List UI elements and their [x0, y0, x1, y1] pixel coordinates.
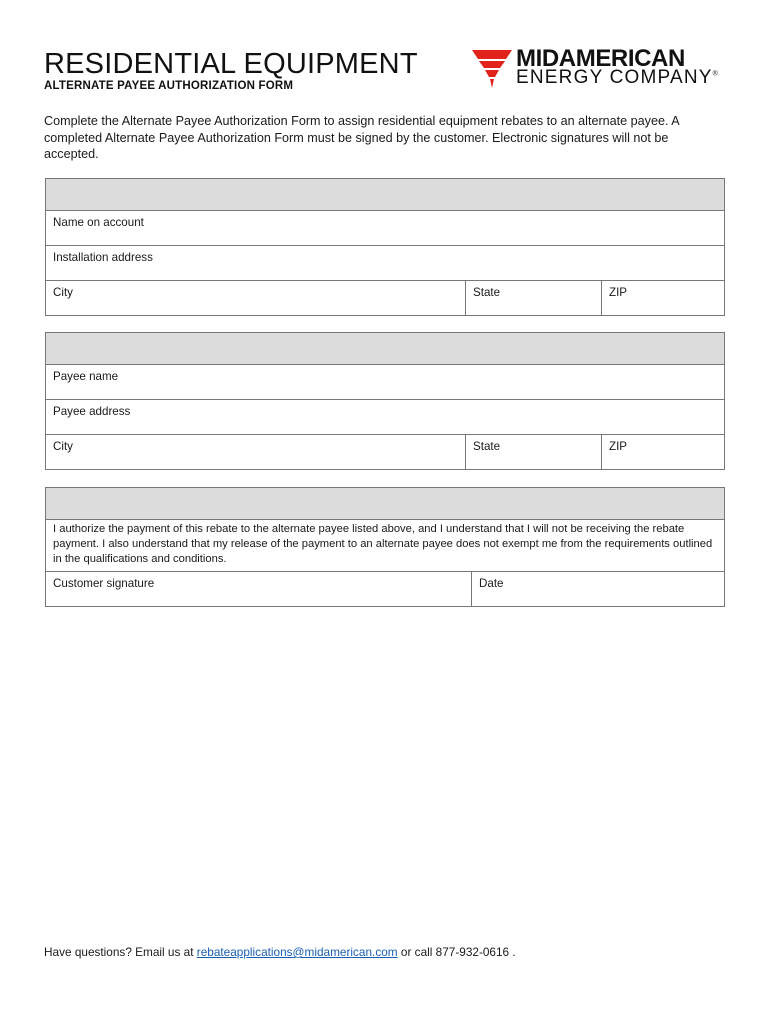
section-header-band [45, 332, 725, 365]
payee-name-label: Payee name [53, 370, 119, 383]
name-on-account-field[interactable] [46, 211, 724, 245]
payee-address-field[interactable] [46, 400, 724, 434]
payee-address-row [45, 400, 725, 435]
email-link[interactable]: rebateapplications@midamerican.com [196, 945, 398, 959]
logo-mark-icon [472, 50, 514, 90]
name-on-account-label: Name on account [53, 216, 144, 229]
zip-label: ZIP [609, 286, 628, 299]
payee-city-state-zip-row [45, 435, 725, 470]
customer-signature-field[interactable] [46, 572, 471, 606]
intro-text: Complete the Alternate Payee Authorization Form to assign residential equipment rebates to an alternate payee. A completed Alternate Payee Authorization Form must be signed by the customer. Electronic signatures will not be accepted. [44, 114, 679, 161]
logo-wordmark-bottom: ENERGY COMPANY® [516, 67, 719, 88]
authorization-section [45, 487, 725, 607]
payee-name-field[interactable] [46, 365, 724, 399]
installation-address-row [45, 246, 725, 281]
page-title: RESIDENTIAL EQUIPMENT [44, 48, 418, 80]
payee-zip-field[interactable] [601, 435, 724, 469]
footer-suffix: or call 877-932-0616 . [400, 945, 516, 959]
section-header-band [45, 487, 725, 520]
footer-prefix: Have questions? Email us at [44, 945, 194, 959]
customer-zip-field[interactable] [601, 281, 724, 315]
section-header-band [45, 178, 725, 211]
name-on-account-row [45, 211, 725, 246]
city-label: City [53, 440, 73, 453]
date-label: Date [479, 577, 504, 590]
customer-state-field[interactable] [465, 281, 601, 315]
form-subtitle: ALTERNATE PAYEE AUTHORIZATION FORM [44, 80, 294, 92]
date-field[interactable] [471, 572, 724, 606]
payee-info-section [45, 332, 725, 470]
city-label: City [53, 286, 73, 299]
customer-city-state-zip-row [45, 281, 725, 316]
payee-address-label: Payee address [53, 405, 131, 418]
installation-address-field[interactable] [46, 246, 724, 280]
company-logo [472, 45, 722, 92]
authorization-statement: I authorize the payment of this rebate to the alternate payee listed above, and I understand that I will not be receiving the rebate payment. I also understand that my release of the payment to an alternate payee does not exempt me from the requirements outlined in the qualifications and conditions. [45, 520, 725, 572]
payee-state-field[interactable] [465, 435, 601, 469]
logo-wordmark-top: MIDAMERICAN [516, 45, 685, 72]
customer-signature-label: Customer signature [53, 577, 155, 590]
payee-name-row [45, 365, 725, 400]
customer-city-field[interactable] [46, 281, 465, 315]
state-label: State [473, 286, 501, 299]
zip-label: ZIP [609, 440, 628, 453]
installation-address-label: Installation address [53, 251, 153, 264]
customer-info-section [45, 178, 725, 316]
payee-city-field[interactable] [46, 435, 465, 469]
footer-contact [44, 945, 516, 959]
signature-date-row [45, 572, 725, 607]
state-label: State [473, 440, 501, 453]
